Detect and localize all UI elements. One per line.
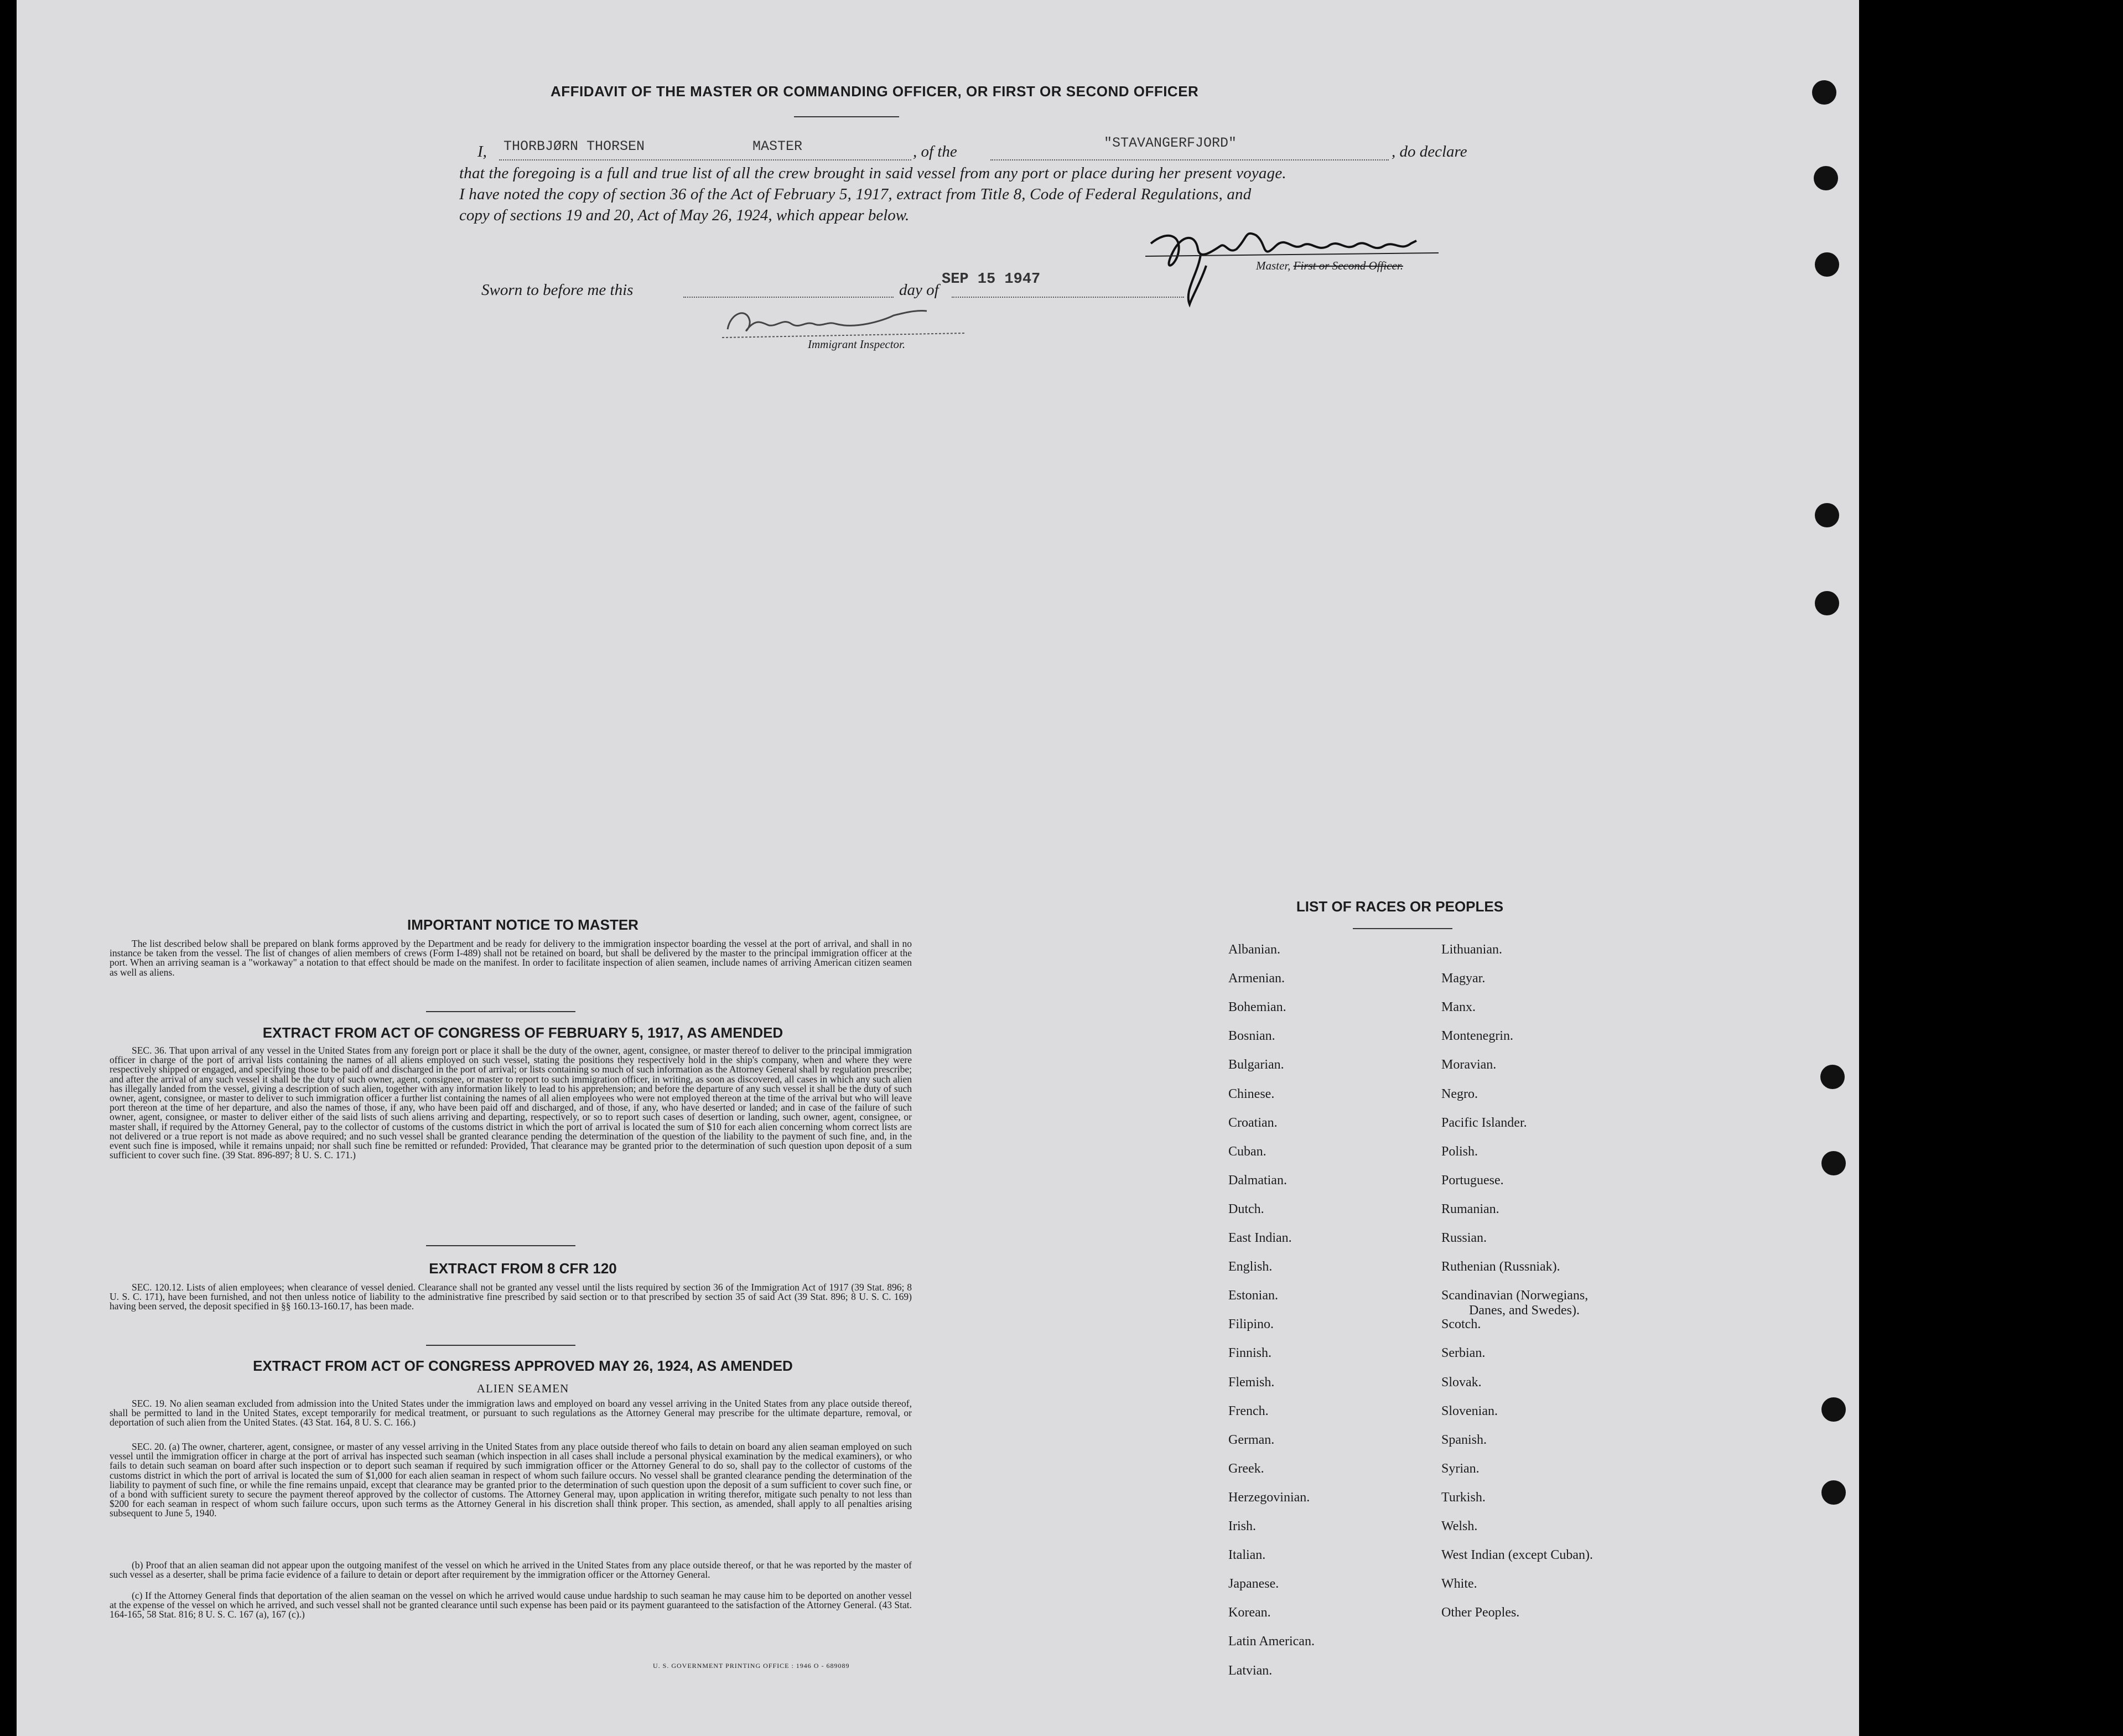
race-item: Russian.: [1441, 1231, 1487, 1245]
race-item: Syrian.: [1441, 1462, 1480, 1476]
extract-1924-sec20c: (c) If the Attorney General finds that deportation of the alien seaman on the vessel on which he arrived would cause undue hardship to such seaman he may cause him to be deported on another vessel at the expense of the vessel on which he arrived, and such vessel shall not be granted clearance until such expense has been paid or its payment guaranteed to the satisfaction of the Attorney General. (43 Stat. 164-165, 58 Stat. 816; 8 U. S. C. 167 (a), 167 (c).): [110, 1590, 912, 1620]
extract-1917-title: EXTRACT FROM ACT OF CONGRESS OF FEBRUARY 5, 1917, AS AMENDED: [262, 1024, 783, 1041]
race-item: Slovak.: [1441, 1375, 1482, 1390]
binder-hole: [1815, 591, 1839, 615]
race-item: Flemish.: [1228, 1375, 1275, 1390]
race-item: White.: [1441, 1577, 1477, 1591]
race-item: French.: [1228, 1404, 1269, 1418]
extract-1924-sec20b: (b) Proof that an alien seaman did not appear upon the outgoing manifest of the vessel on which he arrived in the United States from any place outside thereof, or that he was reported by the master of such vessel as a deserter, shall be prima facie evidence of a failure to detain or deport after requirement by the immigration officer or the Attorney General.: [110, 1559, 912, 1580]
race-item: Dutch.: [1228, 1202, 1264, 1216]
race-item: Finnish.: [1228, 1346, 1272, 1360]
sworn-date-stamp: SEP 15 1947: [942, 271, 1041, 288]
race-item: Moravian.: [1441, 1058, 1497, 1072]
race-item: Filipino.: [1228, 1317, 1274, 1331]
races-rule: [1353, 928, 1452, 929]
race-item: Slovenian.: [1441, 1404, 1498, 1418]
affidavit-line-4: copy of sections 19 and 20, Act of May 26, 1924, which appear below.: [459, 206, 910, 224]
binder-hole: [1815, 503, 1839, 527]
race-item: English.: [1228, 1260, 1273, 1274]
rank-field: MASTER: [752, 138, 803, 154]
notice-rule: [426, 1011, 575, 1012]
race-item: Italian.: [1228, 1548, 1266, 1562]
race-item: Spanish.: [1441, 1433, 1487, 1447]
race-item: Chinese.: [1228, 1087, 1275, 1101]
printer-footer: U. S. GOVERNMENT PRINTING OFFICE : 1946 O - 689089: [653, 1662, 850, 1670]
race-item: Welsh.: [1441, 1519, 1478, 1533]
race-item: Korean.: [1228, 1605, 1271, 1620]
do-declare-text: , do declare: [1392, 143, 1467, 160]
race-item: Polish.: [1441, 1144, 1478, 1159]
affidavit-line-2: that the foregoing is a full and true list of all the crew brought in said vessel from any port or place during her present voyage.: [459, 164, 1286, 182]
race-item: Danes, and Swedes).: [1469, 1303, 1580, 1318]
extract-1924-title: EXTRACT FROM ACT OF CONGRESS APPROVED MAY 26, 1924, AS AMENDED: [253, 1357, 793, 1374]
notice-title: IMPORTANT NOTICE TO MASTER: [407, 916, 639, 933]
extract-cfr-rule: [426, 1345, 575, 1346]
race-item: Ruthenian (Russniak).: [1441, 1260, 1560, 1274]
race-item: Bohemian.: [1228, 1000, 1286, 1014]
race-item: Serbian.: [1441, 1346, 1486, 1360]
race-item: Montenegrin.: [1441, 1029, 1513, 1043]
race-item: Croatian.: [1228, 1116, 1278, 1130]
binder-hole: [1821, 1397, 1846, 1422]
race-item: Turkish.: [1441, 1490, 1486, 1505]
affidavit-title: AFFIDAVIT OF THE MASTER OR COMMANDING OFFICER, OR FIRST OR SECOND OFFICER: [551, 83, 1199, 100]
master-caption: [1256, 259, 1403, 273]
inspector-signature: [717, 299, 977, 343]
master-caption-struck: First or Second Officer.: [1293, 259, 1403, 272]
of-the-text: , of the: [913, 143, 957, 160]
extract-cfr-body: SEC. 120.12. Lists of alien employees; when clearance of vessel denied. Clearance shall not be granted any vessel until the lists required by section 36 of the Immigration Act of 1917 (39 Stat. 896; 8 U. S. C. 171), have been furnished, and not then unless notice of liability to the administrative fine prescribed by said section or to that prescribed by section 35 of said Act (39 Stat. 896; 8 U. S. C. 169) having been served, the deposit specified in §§ 160.13-160.17, has been made.: [110, 1282, 912, 1312]
race-item: Latin American.: [1228, 1634, 1315, 1649]
race-item: Armenian.: [1228, 971, 1285, 986]
race-item: Portuguese.: [1441, 1173, 1504, 1188]
notice-body: The list described below shall be prepared on blank forms approved by the Department and be ready for delivery to the immigration inspector boarding the vessel at the port of arrival, and shall in no instance be taken from the vessel. The list of changes of alien members of crews (Form I-489) shall not be retained on board, but shall be delivered by the master to the principal immigration officer at the port. When an arriving seaman is a "workaway" a notation to that effect should be made on the manifest. In order to facilitate inspection of alien seamen, include names of arriving American citizen seamen as well as aliens.: [110, 938, 912, 978]
races-title: LIST OF RACES OR PEOPLES: [1296, 898, 1504, 915]
race-item: Japanese.: [1228, 1577, 1279, 1591]
race-item: Negro.: [1441, 1087, 1478, 1101]
vessel-name-field: "STAVANGERFJORD": [1104, 135, 1237, 151]
alien-seamen-subtitle: ALIEN SEAMEN: [476, 1382, 569, 1395]
binder-hole: [1821, 1480, 1846, 1505]
day-of-text: day of: [899, 281, 939, 299]
race-item: Bulgarian.: [1228, 1058, 1284, 1072]
document-page: [17, 0, 1859, 1736]
sworn-text: Sworn to before me this: [481, 281, 634, 299]
race-item: Herzegovinian.: [1228, 1490, 1310, 1505]
binder-hole: [1821, 1151, 1846, 1175]
race-item: Albanian.: [1228, 942, 1280, 957]
binder-hole: [1815, 252, 1839, 277]
race-item: Irish.: [1228, 1519, 1256, 1533]
binder-hole: [1820, 1065, 1845, 1089]
race-item: Scotch.: [1441, 1317, 1481, 1331]
race-item: German.: [1228, 1433, 1275, 1447]
binder-hole: [1814, 166, 1838, 190]
binder-hole: [1812, 80, 1836, 105]
race-item: Pacific Islander.: [1441, 1116, 1527, 1130]
race-item: Manx.: [1441, 1000, 1476, 1014]
name-fill-line: [499, 159, 911, 160]
sworn-date-fill-line: [952, 297, 1184, 298]
master-caption-main: Master,: [1256, 259, 1291, 272]
race-item: Other Peoples.: [1441, 1605, 1520, 1620]
vessel-fill-line: [990, 159, 1389, 160]
race-item: Scandinavian (Norwegians,: [1441, 1288, 1589, 1303]
extract-1924-sec20a: SEC. 20. (a) The owner, charterer, agent, consignee, or master of any vessel arriving in the United States from any place outside thereof who fails to detain on board any alien seaman employed on such vessel until the immigration officer in charge at the port of arrival has inspected such seaman (which inspection in all cases shall include a personal physical examination by the medical examiners), or who fails to detain such seaman on board after such inspection or to deport such seaman if required by such immigration officer or the Attorney General to do so, shall pay to the collector of customs of the customs district in which the port of arrival is located the sum of $1,000 for each alien seaman in respect of whom such failure occurs. No vessel shall be granted clearance pending the determination of the liability to payment of such fine, or while the fine remains unpaid, except that clearance may be granted prior to the determination of such question upon the deposit of a sum sufficient to cover such fine, or of a bond with sufficient surety to secure the payment thereof approved by the collector of customs. The Attorney General may, upon application in writing therefor, mitigate such penalty to not less than $200 for each seaman in respect of whom such failure occurs, upon such terms as the Attorney General in his discretion shall think proper. This section, as amended, shall apply to all penalties arising subsequent to June 5, 1940.: [110, 1441, 912, 1519]
extract-cfr-title: EXTRACT FROM 8 CFR 120: [429, 1260, 617, 1277]
race-item: Magyar.: [1441, 971, 1486, 986]
declare-prefix: I,: [477, 143, 487, 160]
title-rule: [794, 116, 899, 117]
affidavit-line-3: I have noted the copy of section 36 of the Act of February 5, 1917, extract from Title 8, Code of Federal Regulations, and: [459, 185, 1252, 203]
race-item: Dalmatian.: [1228, 1173, 1287, 1188]
race-item: West Indian (except Cuban).: [1441, 1548, 1593, 1562]
extract-1924-sec19: SEC. 19. No alien seaman excluded from admission into the United States under the immigration laws and employed on board any vessel arriving in the United States from any place outside thereof, shall be permitted to land in the United States, except temporarily for medical treatment, or pursuant to such regulations as the Attorney General may prescribe for the ultimate departure, removal, or deportation of such alien from the United States. (43 Stat. 164, 8 U. S. C. 166.): [110, 1398, 912, 1428]
race-item: Cuban.: [1228, 1144, 1266, 1159]
master-name-field: THORBJØRN THORSEN: [504, 138, 645, 154]
race-item: Greek.: [1228, 1462, 1264, 1476]
race-item: Lithuanian.: [1441, 942, 1502, 957]
sworn-day-fill-line: [683, 297, 894, 298]
race-item: Latvian.: [1228, 1664, 1273, 1678]
race-item: Bosnian.: [1228, 1029, 1275, 1043]
inspector-caption: Immigrant Inspector.: [808, 338, 906, 351]
race-item: Estonian.: [1228, 1288, 1278, 1303]
extract-1917-body: SEC. 36. That upon arrival of any vessel in the United States from any foreign port or place it shall be the duty of the owner, agent, consignee, or master thereof to deliver to the principal immigration officer in charge of the port of arrival lists containing the names of all aliens employed on such vessel, stating the positions they respectively hold in the ship's company, when and where they were respectively shipped or engaged, and specifying those to be paid off and discharged in the port of arrival; or lists containing so much of such information as the Attorney General shall by regulation prescribe; and after the arrival of any such vessel it shall be the duty of such owner, agent, consignee, or master to report to such immigration officer, in writing, as soon as discovered, all cases in which any such alien has illegally landed from the vessel, giving a description of such alien, together with any information likely to lead to his apprehension; and before the departure of any such vessel it shall be the duty of such owner, agent, consignee, or master to deliver to such immigration officer a further list containing the names of all alien employees who were not employed thereon at the time of the arrival but who will leave port thereon at the time of her departure, and also the names of those, if any, who have been paid off and discharged, and of those, if any, who have deserted or landed; and in case of the failure of such owner, agent, consignee, or master to deliver either of the said lists of such aliens arriving and departing, respectively, or so to report such cases of desertion or landing, such owner, agent, consignee, or master shall, if required by the Attorney General, pay to the collector of customs of the customs district in which the port of arrival is located the sum of $10 for each alien concerning whom correct lists are not delivered or a true report is not made as above required; and no such vessel shall be granted clearance pending the determination of the question of the liability to the payment of such fine, and, in the event such fine is imposed, while it remains unpaid; nor shall such fine be remitted or refunded: Provided, That clearance may be granted prior to the determination of such question upon deposit of a sum sufficient to cover such fine. (39 Stat. 896-897; 8 U. S. C. 171.): [110, 1045, 912, 1161]
race-item: East Indian.: [1228, 1231, 1292, 1245]
race-item: Rumanian.: [1441, 1202, 1499, 1216]
extract-1917-rule: [426, 1245, 575, 1246]
